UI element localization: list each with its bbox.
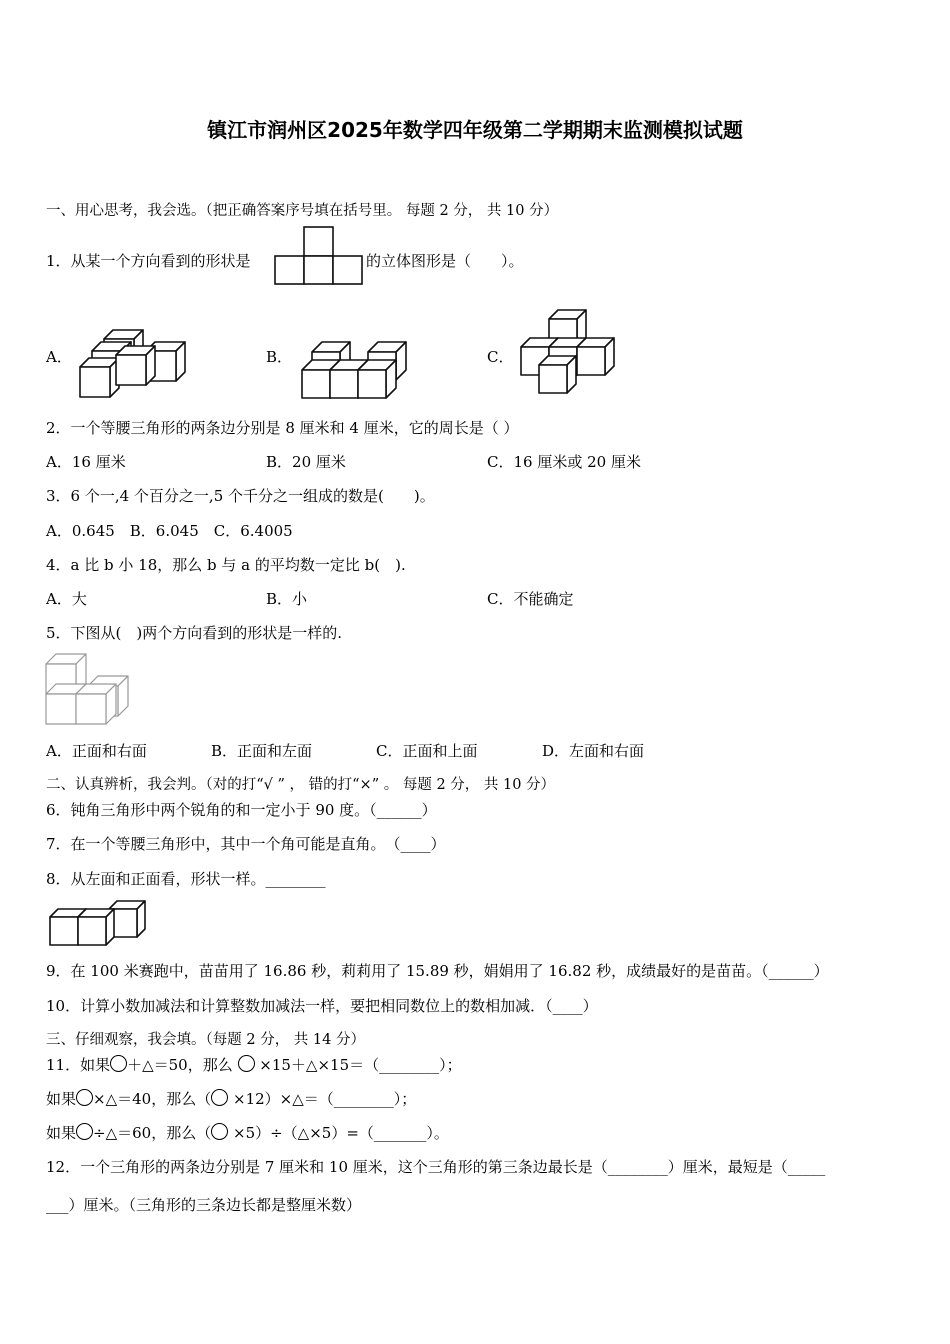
q1-option-c-label: C．	[487, 348, 514, 366]
cube	[358, 360, 396, 398]
q11-line-1-start: 11．如果	[46, 1056, 111, 1074]
q10-text: 10．计算小数加减法和计算整数加减法一样，要把相同数位上的数相加减．（____）	[46, 997, 598, 1015]
q11-line-2-start: 如果	[46, 1090, 77, 1108]
cube	[78, 909, 114, 945]
q9-text: 9．在 100 米赛跑中，苗苗用了 16.86 秒，莉莉用了 15.89 秒，娟娟用了 16.82 秒，成绩最好的是苗苗。（______）	[46, 962, 829, 980]
q4-option-a: A．大	[46, 590, 87, 608]
cube	[577, 338, 614, 375]
q3-options: A．0.645 B．6.045 C．6.4005	[46, 522, 293, 540]
q3-text: 3．6 个一,4 个百分之一,5 个千分之一组成的数是( )。	[46, 487, 435, 505]
q11-line-2-middle: ×△＝40，那么（	[93, 1090, 212, 1108]
q2-option-c: C．16 厘米或 20 厘米	[487, 453, 641, 471]
q2-option-b: B．20 厘米	[266, 453, 346, 471]
page-title: 镇江市润州区2025年数学四年级第二学期期末监测模拟试题	[207, 118, 743, 142]
circle-symbol-icon	[76, 1123, 93, 1140]
q11-line-3-middle: ÷△＝60，那么（	[93, 1124, 212, 1142]
q1-front-view-figure	[274, 226, 364, 286]
q7-text: 7．在一个等腰三角形中，其中一个角可能是直角。 （____）	[46, 835, 446, 853]
q12-line-2: ___）厘米。（三角形的三条边长都是整厘米数）	[46, 1196, 362, 1214]
q1-text-prefix: 1．从某一个方向看到的形状是	[46, 252, 251, 270]
circle-symbol-icon	[211, 1123, 228, 1140]
q2-text: 2．一个等腰三角形的两条边分别是 8 厘米和 4 厘米，它的周长是（ ）	[46, 419, 519, 437]
q11-line-2	[46, 1089, 416, 1109]
q12-line-1: 12．一个三角形的两条边分别是 7 厘米和 10 厘米，这个三角形的第三条边最长是（________）厘米，最短是（_____	[46, 1158, 826, 1176]
q5-option-a: A．正面和右面	[46, 742, 147, 760]
q1-text-suffix: 的立体图形是（ ）。	[366, 252, 524, 270]
q1-option-a-cubes	[78, 327, 188, 399]
q8-text: 8．从左面和正面看，形状一样。________	[46, 870, 326, 888]
q11-line-3-end: ×5）÷（△×5）=（_______）。	[233, 1124, 449, 1142]
section-2-heading: 二、认真辨析，我会判。（对的打“√ ” ， 错的打“×” 。 每题 2 分， 共 10 分）	[46, 777, 556, 793]
q1-option-b-cubes	[298, 340, 410, 402]
circle-symbol-icon	[238, 1055, 255, 1072]
q11-line-3	[46, 1123, 449, 1143]
q5-option-d: D．左面和右面	[542, 742, 645, 760]
q11-line-3-start: 如果	[46, 1124, 77, 1142]
q11-line-2-end: ×12）×△＝（________）；	[233, 1090, 417, 1108]
q4-option-b: B．小	[266, 590, 308, 608]
q4-text: 4．a 比 b 小 18，那么 b 与 a 的平均数一定比 b( ).	[46, 556, 406, 574]
q11-line-1	[46, 1055, 462, 1075]
circle-symbol-icon	[211, 1089, 228, 1106]
q8-cubes-figure	[47, 898, 153, 948]
q4-option-c: C．不能确定	[487, 590, 574, 608]
q11-line-1-end: ×15＋△×15＝（________）；	[259, 1056, 462, 1074]
q1-option-a-label: A．	[46, 348, 72, 366]
circle-symbol-icon	[76, 1089, 93, 1106]
q6-text: 6．钝角三角形中两个锐角的和一定小于 90 度。（______）	[46, 801, 437, 819]
cube	[80, 358, 119, 397]
cube	[539, 356, 576, 393]
circle-symbol-icon	[110, 1055, 127, 1072]
q5-text: 5．下图从( )两个方向看到的形状是一样的.	[46, 624, 343, 642]
section-1-heading: 一、用心思考，我会选。（把正确答案序号填在括号里。 每题 2 分， 共 10 分）	[46, 203, 559, 219]
q5-option-c: C．正面和上面	[376, 742, 478, 760]
q5-option-b: B．正面和左面	[211, 742, 313, 760]
cube	[76, 684, 116, 724]
cube	[116, 346, 155, 385]
q1-option-c-cubes	[517, 309, 617, 399]
q5-cubes-figure	[44, 654, 134, 729]
q1-option-b-label: B．	[266, 348, 293, 366]
section-3-heading: 三、仔细观察，我会填。（每题 2 分， 共 14 分）	[46, 1032, 365, 1048]
q11-line-1-middle: ＋△＝50，那么	[127, 1056, 233, 1074]
q2-option-a: A．16 厘米	[46, 453, 126, 471]
